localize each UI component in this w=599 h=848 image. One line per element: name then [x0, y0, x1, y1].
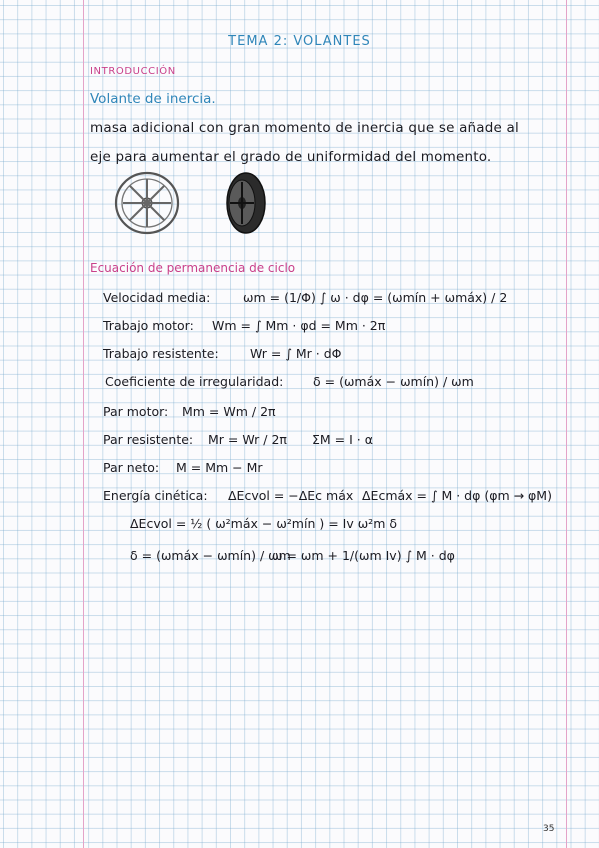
delta-formula: δ = (ωmáx − ωmín) / ωm [130, 548, 291, 563]
omega-formula: ω = ωm + 1/(ωm Iv) ∫ M · dφ [272, 548, 455, 563]
coeficiente-label: Coeficiente de irregularidad: [105, 374, 284, 389]
trabajo-resistente-label: Trabajo resistente: [103, 346, 219, 361]
trabajo-motor-label: Trabajo motor: [103, 318, 194, 333]
page-title: TEMA 2: VOLANTES [228, 34, 371, 49]
energia-label: Energía cinética: [103, 488, 208, 503]
energia-formula-2: ΔEcmáx = ∫ M · dφ (φm → φM) [362, 488, 552, 503]
velocidad-formula: ωm = (1/Φ) ∫ ω · dφ = (ωmín + ωmáx) / 2 [243, 290, 508, 305]
par-neto-label: Par neto: [103, 460, 160, 475]
par-motor-formula: Mm = Wm / 2π [182, 404, 276, 419]
par-neto-formula: M = Mm − Mr [176, 460, 263, 475]
par-motor-label: Par motor: [103, 404, 169, 419]
trabajo-resistente-formula: Wr = ∫ Mr · dΦ [250, 346, 342, 361]
section-heading: Ecuación de permanencia de ciclo [90, 261, 296, 275]
velocidad-label: Velocidad media: [103, 290, 211, 305]
paragraph-line-2: eje para aumentar el grado de uniformidad del momento. [90, 149, 492, 165]
par-resistente-formula: Mr = Wr / 2π [208, 432, 287, 447]
subheading: Volante de inercia. [90, 91, 216, 107]
spoked-flywheel-sketch [112, 170, 182, 236]
page-number: 35 [543, 824, 555, 834]
intro-heading: INTRODUCCIÓN [90, 66, 176, 77]
par-resistente-label: Par resistente: [103, 432, 194, 447]
delta-energia-formula: ΔEcvol = ½ ( ω²máx − ω²mín ) = Iv ω²m δ [130, 516, 397, 531]
right-margin-line [566, 0, 567, 848]
left-margin-line [83, 0, 84, 848]
sum-moments-formula: ΣM = I · α [312, 432, 373, 447]
trabajo-motor-formula: Wm = ∫ Mm · φd = Mm · 2π [212, 318, 386, 333]
paragraph-line-1: masa adicional con gran momento de inercia que se añade al [90, 120, 519, 136]
energia-formula-1: ΔEcvol = −ΔEc máx [228, 488, 354, 503]
thick-flywheel-sketch [222, 170, 268, 236]
coeficiente-formula: δ = (ωmáx − ωmín) / ωm [313, 374, 474, 389]
